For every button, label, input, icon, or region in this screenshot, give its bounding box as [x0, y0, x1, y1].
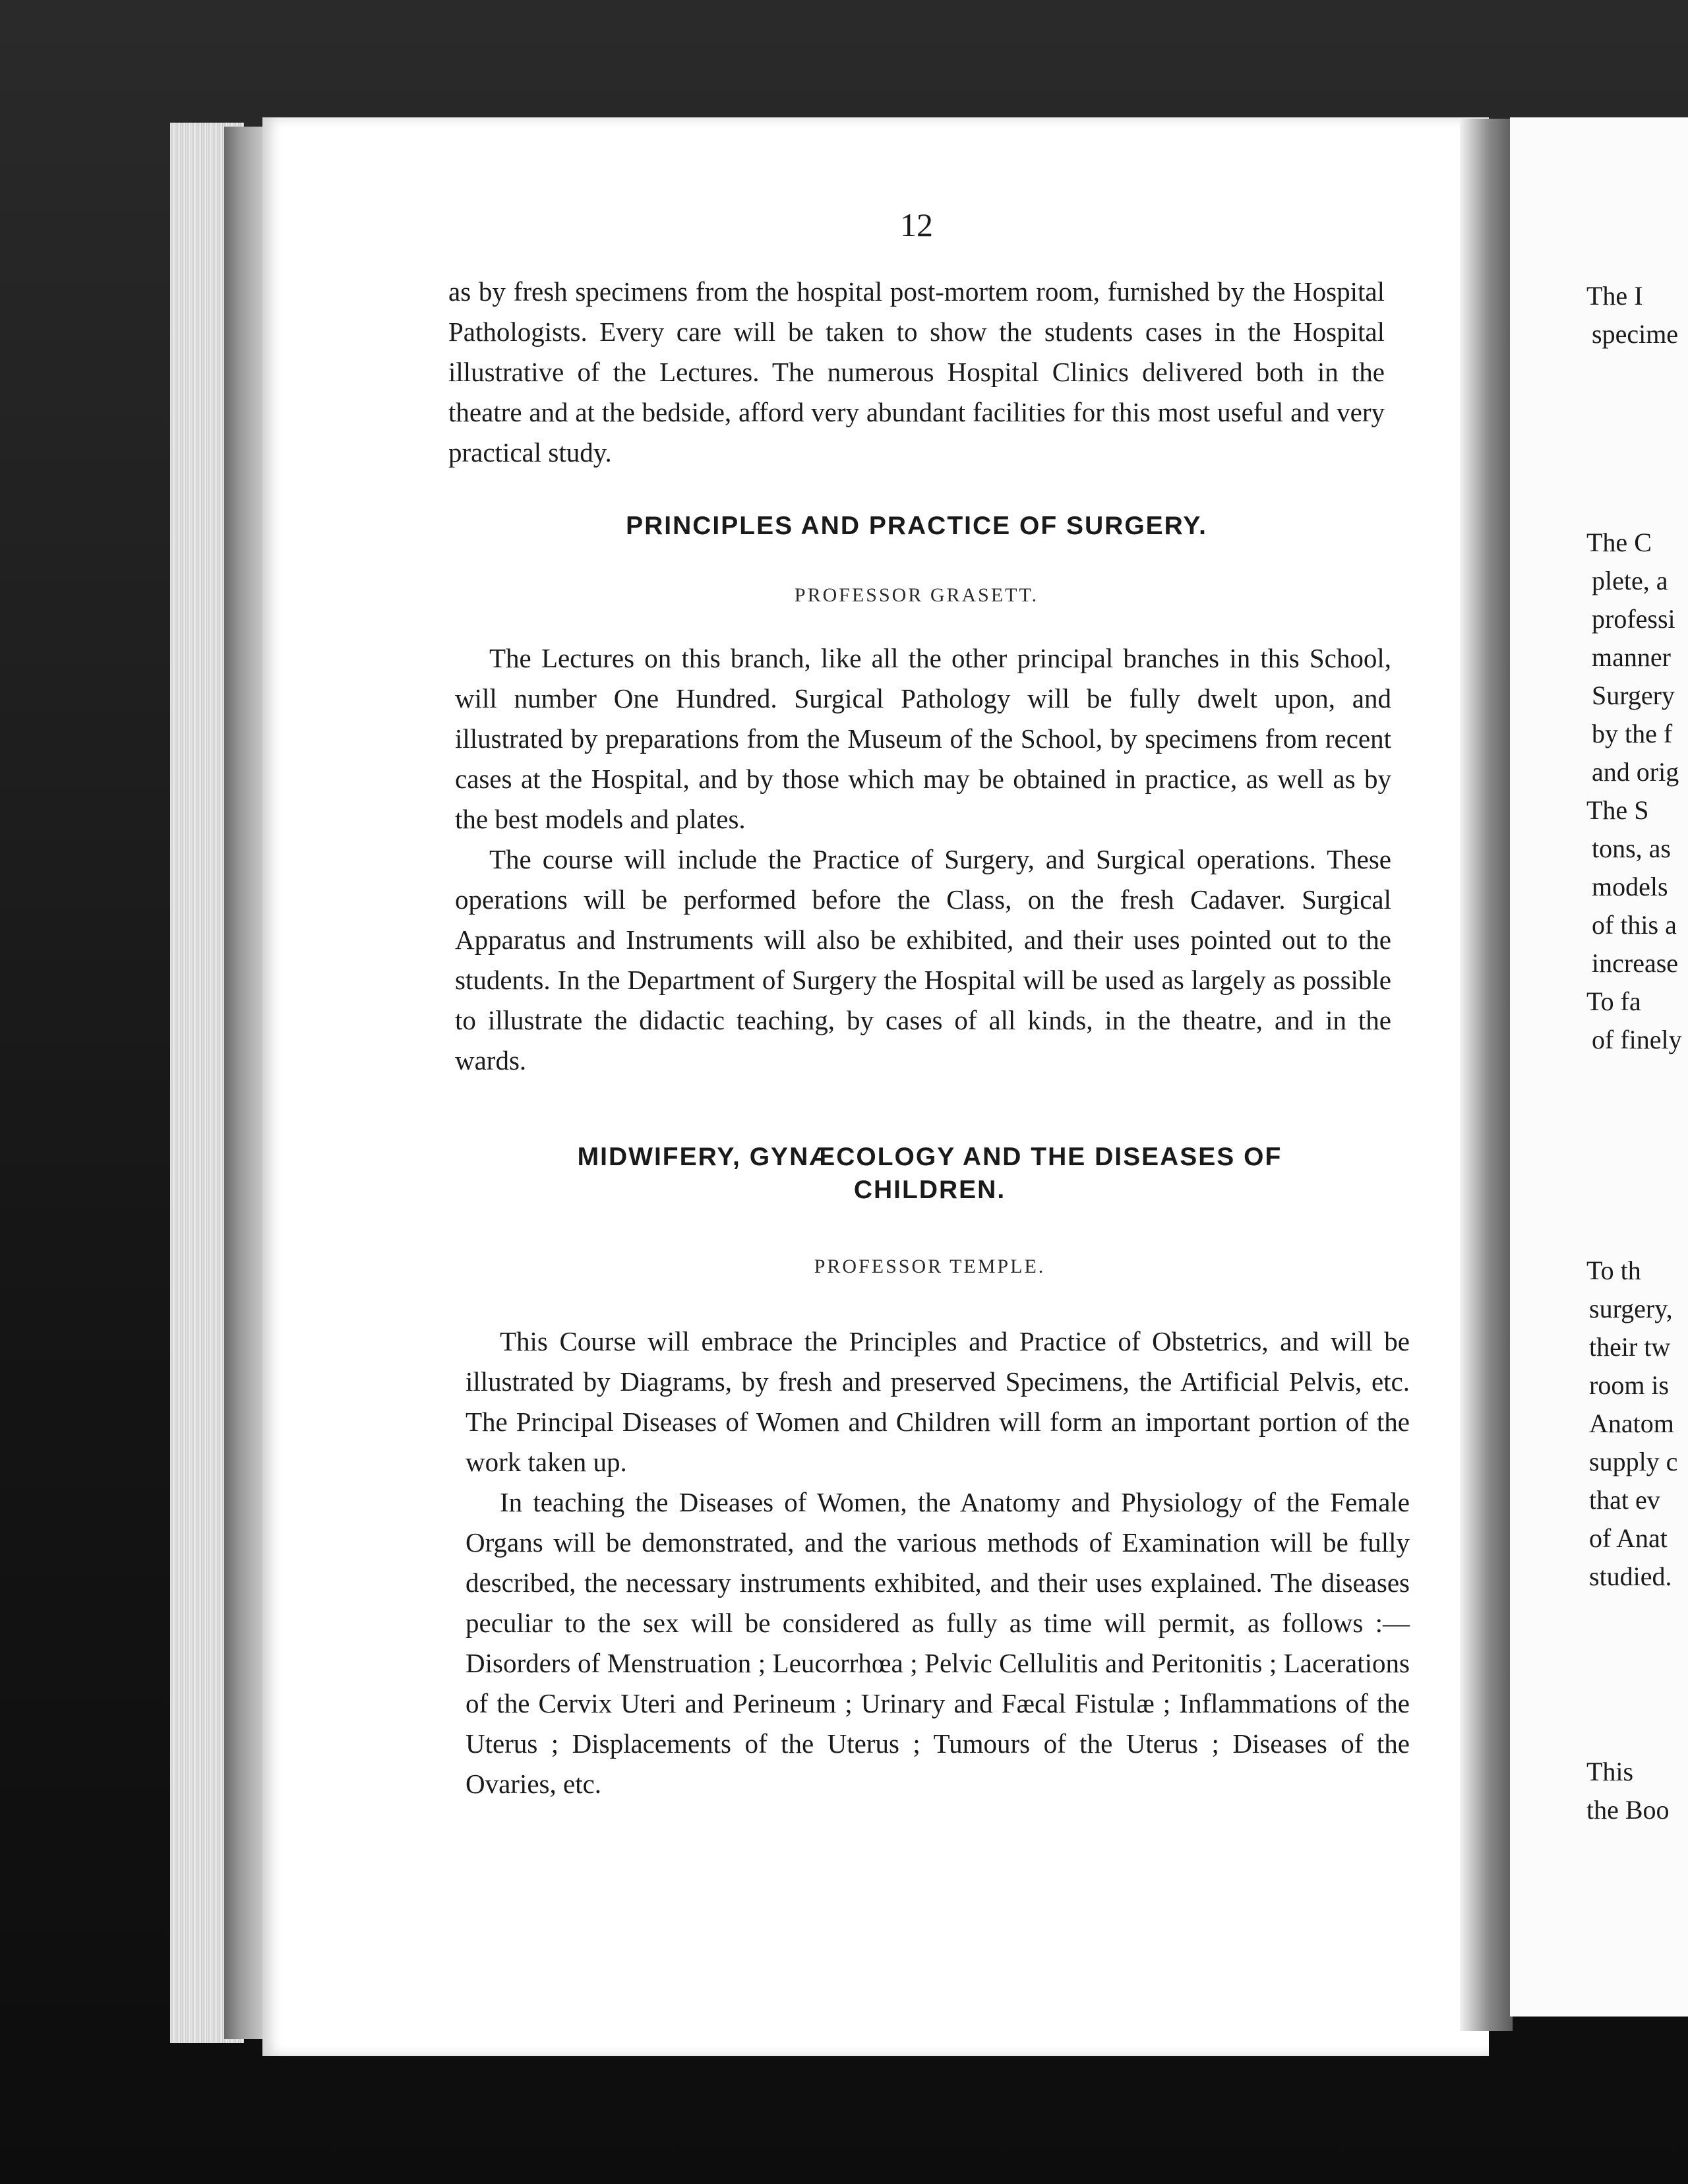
midwifery-heading [462, 1141, 1398, 1207]
right-fragment: supply c [1589, 1447, 1678, 1476]
right-fragment: Anatom [1589, 1409, 1674, 1438]
midwifery-professor: PROFESSOR TEMPLE. [814, 1256, 1046, 1277]
right-fragment: of finely [1592, 1025, 1682, 1054]
right-fragment: Surgery [1592, 681, 1675, 710]
right-fragment: increase [1592, 948, 1679, 978]
midwifery-heading-line-2: CHILDREN. [853, 1176, 1006, 1204]
right-fragment: that ev [1589, 1485, 1660, 1515]
right-fragment: their tw [1589, 1332, 1671, 1362]
right-fragment: This [1586, 1757, 1634, 1786]
page-edge-shadow [224, 127, 264, 2039]
surgery-paragraph-1: The Lectures on this branch, like all the other principal branches in this School, will number One Hundred. Surgical Pathology will be fully dwelt upon, and illustrated by preparations from the Museum of the School, by specimens from recent cases at the Hospital, and by those which may be obtained in practice, as well as by the best models and plates. [455, 643, 1391, 834]
book-gutter [1460, 119, 1513, 2031]
right-fragment: professi [1592, 604, 1675, 634]
intro-paragraph [448, 272, 1385, 473]
right-fragment: room is [1589, 1370, 1670, 1400]
right-page [1510, 117, 1688, 2017]
right-fragment: To th [1586, 1256, 1641, 1285]
right-fragment: The S [1586, 795, 1649, 825]
right-fragment: manner [1592, 642, 1671, 672]
surgery-paragraph-2: The course will include the Practice of Surgery, and Surgical operations. These operations will be performed before the Class, on the fresh Cadaver. Surgical Apparatus and Instruments will also be exhibited, and their uses pointed out to the students. In the Department of Surgery the Hospital will be used as largely as possible to illustrate the didactic teaching, by cases of all kinds, in the theatre, and in the wards. [455, 844, 1391, 1076]
right-fragment: The I [1586, 281, 1643, 311]
right-fragment: tons, as [1592, 834, 1671, 863]
right-fragment: specime [1592, 319, 1679, 349]
right-fragment: the Boo [1586, 1795, 1670, 1825]
midwifery-heading-line-1: MIDWIFERY, GYNÆCOLOGY AND THE DISEASES OF [577, 1143, 1282, 1171]
midwifery-paragraph-2: In teaching the Diseases of Women, the Anatomy and Physiology of the Female Organs will be demonstrated, and the various methods of Examination will be fully described, the necessary instruments exhibited, and their uses explained. The diseases peculiar to the sex will be considered as fully as time will permit, as follows :—Disorders of Menstruation ; Leucorrhœa ; Pelvic Cellulitis and Peritonitis ; Lacerations of the Cervix Uteri and Perineum ; Urinary and Fæcal Fistulæ ; Inflammations of the Uterus ; Displacements of the Uterus ; Tumours of the Uterus ; Diseases of the Ovaries, etc. [466, 1487, 1410, 1799]
right-fragment: of this a [1592, 910, 1677, 940]
right-fragment: surgery, [1589, 1294, 1673, 1323]
right-fragment: and orig [1592, 757, 1679, 787]
right-fragment: of Anat [1589, 1523, 1668, 1553]
intro-text: as by fresh specimens from the hospital post-mortem room, furnished by the Hospital Pathologists. Every care will be taken to show the students cases in the Hospital illustrative of the Lectures. The numerous Hospital Clinics delivered both in the theatre and at the bedside, afford very abundant facilities for this most useful and very practical study. [448, 276, 1385, 468]
right-fragment: To fa [1586, 986, 1641, 1016]
midwifery-paragraph-1: This Course will embrace the Principles and Practice of Obstetrics, and will be illustrated by Diagrams, by fresh and preserved Specimens, the Artificial Pelvis, etc. The Principal Diseases of Women and Children will form an important portion of the work taken up. [466, 1326, 1410, 1477]
surgery-section [455, 638, 1391, 1081]
surgery-professor: PROFESSOR GRASETT. [794, 584, 1039, 606]
right-fragment: The C [1586, 528, 1652, 557]
surgery-heading: PRINCIPLES AND PRACTICE OF SURGERY. [626, 512, 1207, 540]
midwifery-section [466, 1321, 1410, 1804]
right-fragment: by the f [1592, 719, 1673, 748]
right-fragment: models [1592, 872, 1668, 901]
right-fragment: plete, a [1592, 566, 1668, 595]
page-number: 12 [900, 206, 933, 243]
right-fragment: studied. [1589, 1562, 1672, 1591]
